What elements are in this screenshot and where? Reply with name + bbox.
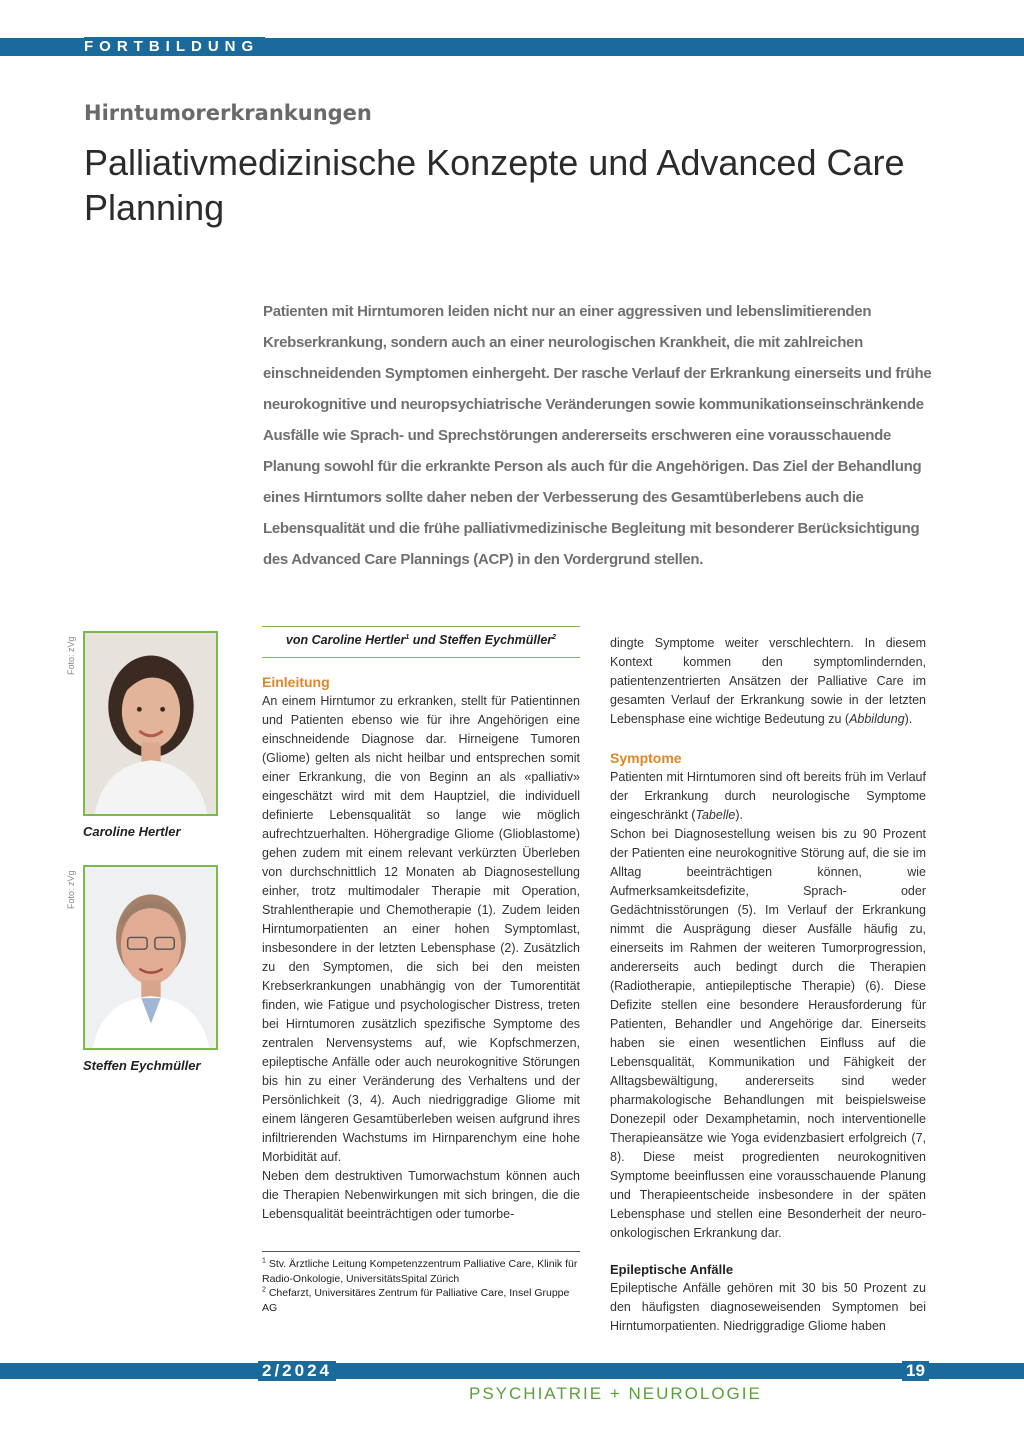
page-number: 19 (902, 1361, 929, 1381)
footnote-2: $^2$ Chefarzt, Universitäres Zentrum für Palliative Care, Insel Gruppe AG (262, 1286, 570, 1314)
article-lead: Patienten mit Hirntumoren leiden nicht nur an einer aggressiven und lebenslimitierenden Krebserkrankung, sondern auch an einer neurologischen Krankheit, die mit zahlreichen einschneidenden Symptomen einhergeht. Der rasche Verlauf der Erkrankung einerseits und frühe neurokognitive und neuropsychiatrische Veränderungen sowie kommunikationseinschränkende Ausfälle wie Sprach- und Sprechstörungen andererseits erschweren eine vorausschauende Planung sowohl für die erkrankte Person als auch für die Angehörigen. Das Ziel der Behandlung eines Hirntumors sollte daher neben der Verbesserung des Gesamtüberlebens auch die Lebensqualität und die frühe palliativmedizinische Begleitung mit besonderer Berücksichtigung des Advanced Care Plannings (ACP) in den Vordergrund stellen. (263, 303, 932, 568)
author-photo-hertler (83, 631, 218, 816)
body-column-1 (262, 674, 580, 1224)
portrait-man-image (85, 867, 216, 1048)
paragraph-col2-1: dingte Symptome weiter verschlechtern. In diesem Kontext kommen den symptomlindernden, patientenzentrierten Ansätzen der Palliative Care im gesamten Verlauf der Erkrankung sowie in der letzten Lebensphase eine wichtige Bedeutung zu (Abbildung). (610, 636, 926, 726)
footer-bar (0, 1363, 1024, 1379)
footnote-1: $^1$ Stv. Ärztliche Leitung Kompetenzzentrum Palliative Care, Klinik für Radio-Onkologie, UniversitätsSpital Zürich (262, 1257, 578, 1285)
paragraph-symptoms-2: Schon bei Diagnosestellung weisen bis zu 90 Prozent der Patienten eine neurokognitive Störung auf, die sie im Alltag beeinträchtigen können, wie Aufmerksamkeitsdefizite, Sprach- oder Gedächtnisstörungen (5). Im Verlauf der Erkrankung nimmt die Ausprägung dieser Ausfälle häufig zu, einerseits im Rahmen der weiteren Tumorprogression, andererseits auch bedingt durch die Therapien (Radiotherapie, antiepileptische Therapie) (6). Diese Defizite stellen eine besondere Herausforderung für Patienten, Behandler und Angehörige dar. Einerseits haben sie einen wesentlichen Einfluss auf die Lebensqualität, Kommunikation und Fähigkeit der Alltagsbewältigung, andererseits sind weder pharmakologische Behandlungen mit beispielsweise Donezepil oder Dexamphetamin, noch interventionelle Therapieansätze wie Yoga evidenzbasiert erfolgreich (7, 8). Diese meist progredienten neurokognitiven Symptome beeinflussen eine vorausschauende Planung und Therapieentscheide insbesondere in der späten Lebensphase und stellen eine Besonderheit der neuro-onkologischen Erkrankung dar. (610, 827, 926, 1240)
footnotes (262, 1257, 580, 1315)
photo-credit-2: Foto: zVg (66, 870, 76, 909)
paragraph-intro-2: Neben dem destruktiven Tumorwachstum können auch die Therapien Nebenwirkungen mit sich bringen, die die Lebensqualität beeinträchtigen oder tumorbe- (262, 1169, 580, 1221)
byline: von Caroline Hertler$^1$ und Steffen Eychmüller$^2$ (285, 633, 557, 647)
journal-name: PSYCHIATRIE + NEUROLOGIE (469, 1384, 762, 1403)
byline-rule-top (262, 626, 580, 627)
subheading-epileptische-anfaelle: Epileptische Anfälle (610, 1262, 734, 1277)
paragraph-seizures-1: Epileptische Anfälle gehören mit 30 bis 50 Prozent zu den häufigsten diagnoseweisenden Symptomen bei Hirntumorpatienten. Niedriggradige Gliome haben (610, 1281, 926, 1333)
section-label: FORTBILDUNG (84, 37, 265, 55)
paragraph-symptoms-1: Patienten mit Hirntumoren sind oft bereits früh im Verlauf der Erkrankung durch neurologische Symptome eingeschränkt (Tabelle). (610, 770, 926, 822)
issue-number: 2/2024 (258, 1361, 336, 1381)
body-column-2 (610, 634, 926, 1336)
section-heading-einleitung: Einleitung (262, 674, 330, 690)
author-caption-eychmueller: Steffen Eychmüller (83, 1058, 201, 1073)
photo-credit-1: Foto: zVg (66, 636, 76, 675)
author-caption-hertler: Caroline Hertler (83, 824, 181, 839)
byline-rule-bottom (262, 657, 580, 658)
article-kicker: Hirntumorerkrankungen (84, 101, 372, 125)
portrait-woman-image (85, 633, 216, 814)
section-heading-symptome: Symptome (610, 750, 682, 766)
author-photo-eychmueller (83, 865, 218, 1050)
paragraph-intro-1: An einem Hirntumor zu erkranken, stellt für Patientinnen und Patienten ebenso wie für ihre Angehörigen eine einschneidende Diagnose dar. Hirneigene Tumoren (Gliome) gelten als nicht heilbar und entsprechen somit einer Erkrankung, die von Beginn an als «palliativ» eingeschätzt wird mit dem Hauptziel, die individuell definierte Lebensqualität so lange wie möglich aufrechtzuerhalten. Höhergradige Gliome (Glioblastome) gehen zudem mit einem relevant verkürzten Überleben von durchschnittlich 12 Monaten ab Diagnosestellung einher, trotz multimodaler Therapie mit Operation, Strahlentherapie und Chemotherapie (1). Zudem leiden Hirntumorpatienten an einer hohen Symptomlast, insbesondere in der letzten Lebensphase (2). Zusätzlich zu den Symptomen, die sich bei den meisten Krebserkrankungen unabhängig von der Tumorentität finden, wie Fatigue und psychologischer Distress, treten bei Hirntumoren zusätzlich spezifische Symptome des zentralen Nervensystems auf, wie Kopfschmerzen, epileptische Anfälle oder auch neurokognitive Störungen bis hin zu einer Veränderung des Verhaltens und der Persönlichkeit (3, 4). Auch niedriggradige Gliome mit einem längeren Gesamtüberleben weisen aufgrund ihres infiltrierenden Wachstums im Hirnparenchym eine hohe Morbidität auf. (262, 694, 580, 1164)
article-title: Palliativmedizinische Konzepte und Advanced Care Planning (84, 142, 905, 228)
footnote-rule (262, 1251, 580, 1252)
